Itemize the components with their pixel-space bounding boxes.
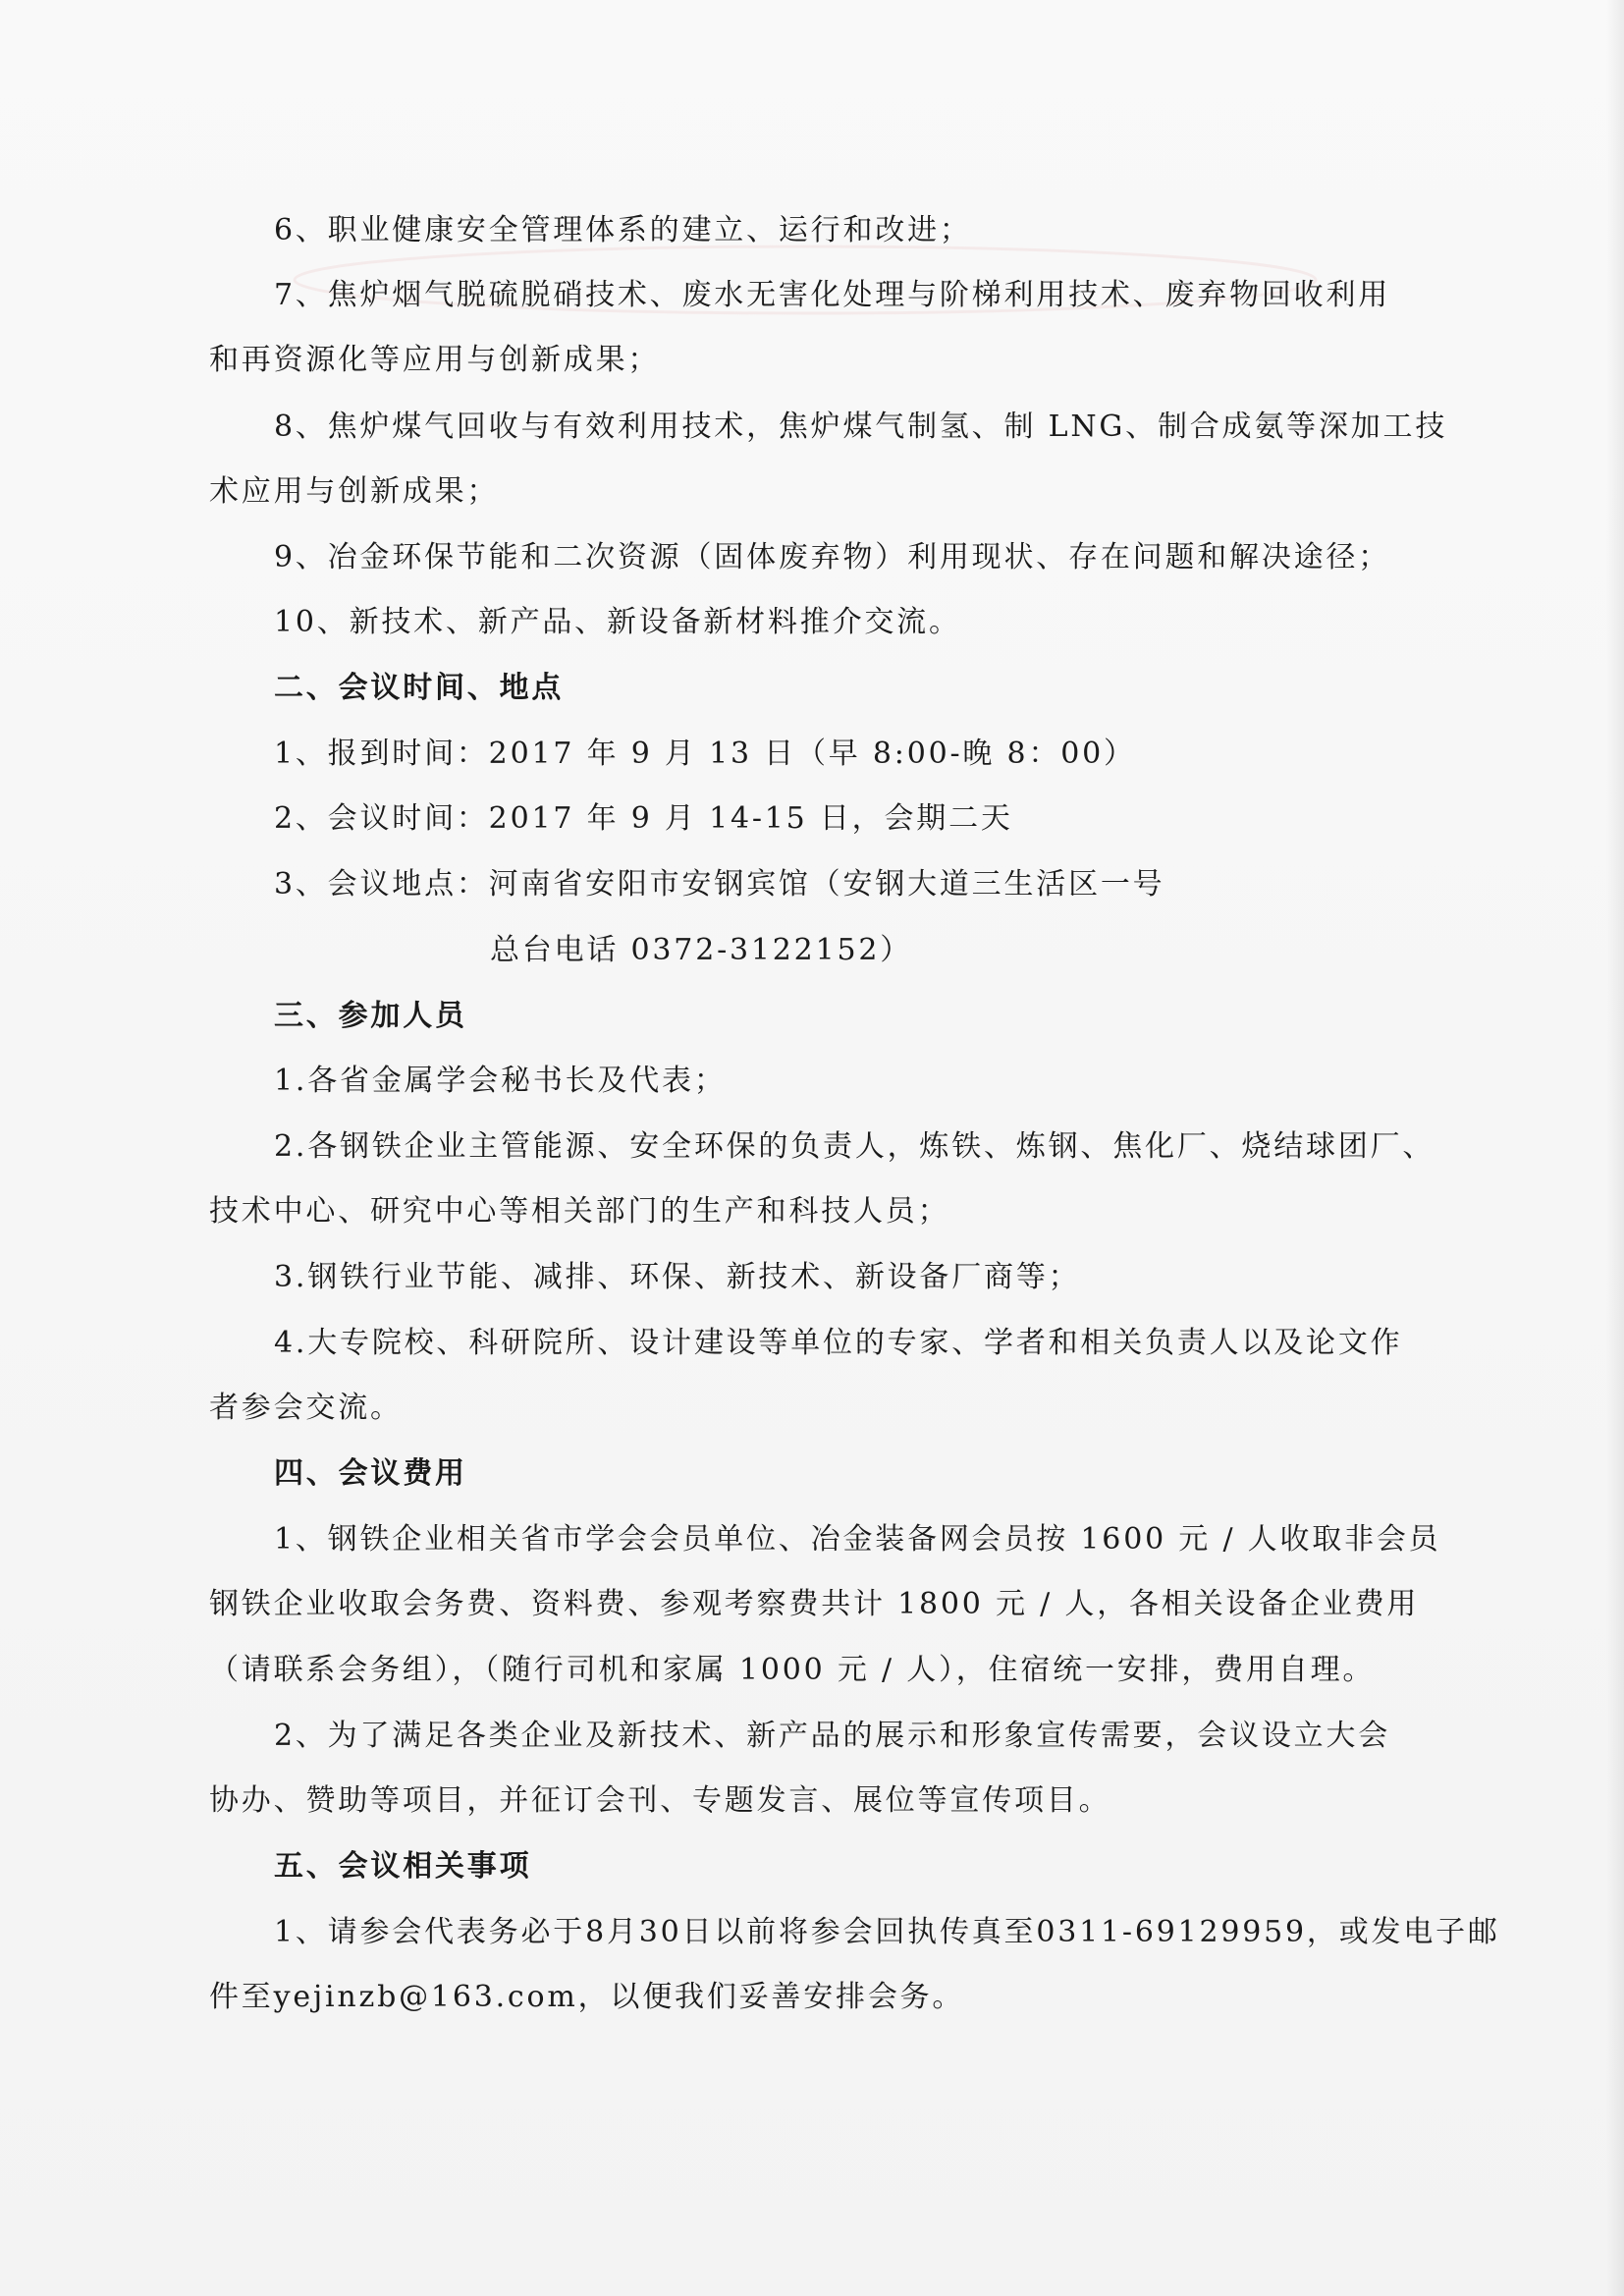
notice-1-line-2: 件至yejinzb@163.com，以便我们妥善安排会务。: [209, 1980, 965, 2014]
item-8-line-2: 术应用与创新成果；: [209, 474, 500, 509]
participant-1: 1.各省金属学会秘书长及代表；: [274, 1064, 727, 1098]
fee-1-line-2: 钢铁企业收取会务费、资料费、参观考察费共计 1800 元 / 人，各相关设备企业费用: [209, 1587, 1420, 1621]
item-8-line-1: 8、焦炉煤气回收与有效利用技术，焦炉煤气制氢、制 LNG、制合成氨等深加工技: [274, 410, 1448, 444]
notice-1-line-1: 1、请参会代表务必于8月30日以前将参会回执传真至0311-69129959，或发电子邮: [274, 1915, 1500, 1949]
participant-4-line-1: 4.大专院校、科研院所、设计建设等单位的专家、学者和相关负责人以及论文作: [274, 1326, 1403, 1360]
fee-1-line-3: （请联系会务组），（随行司机和家属 1000 元 / 人），住宿统一安排，费用自理。: [209, 1653, 1376, 1687]
item-7-line-1: 7、焦炉烟气脱硫脱硝技术、废水无害化处理与阶梯利用技术、废弃物回收利用: [274, 278, 1391, 312]
section-4-heading: 四、会议费用: [274, 1456, 467, 1491]
participant-4-line-2: 者参会交流。: [209, 1391, 403, 1425]
item-9: 9、冶金环保节能和二次资源（固体废弃物）利用现状、存在问题和解决途径；: [274, 540, 1391, 574]
fee-2-line-2: 协办、赞助等项目，并征订会刊、专题发言、展位等宣传项目。: [209, 1783, 1111, 1818]
section-5-heading: 五、会议相关事项: [274, 1849, 532, 1884]
item-10: 10、新技术、新产品、新设备新材料推介交流。: [274, 605, 961, 639]
section-2-heading: 二、会议时间、地点: [274, 671, 565, 705]
item-6: 6、职业健康安全管理体系的建立、运行和改进；: [274, 213, 972, 247]
participant-2-line-2: 技术中心、研究中心等相关部门的生产和科技人员；: [209, 1194, 950, 1229]
participant-2-line-1: 2.各钢铁企业主管能源、安全环保的负责人，炼铁、炼钢、焦化厂、烧结球团厂、: [274, 1129, 1435, 1164]
meeting-time: 2、会议时间：2017 年 9 月 14-15 日，会期二天: [274, 801, 1013, 836]
checkin-time: 1、报到时间：2017 年 9 月 13 日（早 8:00-晚 8：00）: [274, 737, 1136, 771]
fee-1-line-1: 1、钢铁企业相关省市学会会员单位、冶金装备网会员按 1600 元 / 人收取非会员: [274, 1522, 1441, 1557]
participant-3: 3.钢铁行业节能、减排、环保、新技术、新设备厂商等；: [274, 1260, 1081, 1294]
section-3-heading: 三、参加人员: [274, 999, 467, 1033]
item-7-line-2: 和再资源化等应用与创新成果；: [209, 343, 661, 377]
front-desk-phone: 总台电话 0372-3122152）: [490, 933, 913, 967]
fee-2-line-1: 2、为了满足各类企业及新技术、新产品的展示和形象宣传需要，会议设立大会: [274, 1719, 1391, 1753]
meeting-location: 3、会议地点：河南省安阳市安钢宾馆（安钢大道三生活区一号: [274, 867, 1165, 902]
page-edge-shadow: [1606, 0, 1624, 2296]
